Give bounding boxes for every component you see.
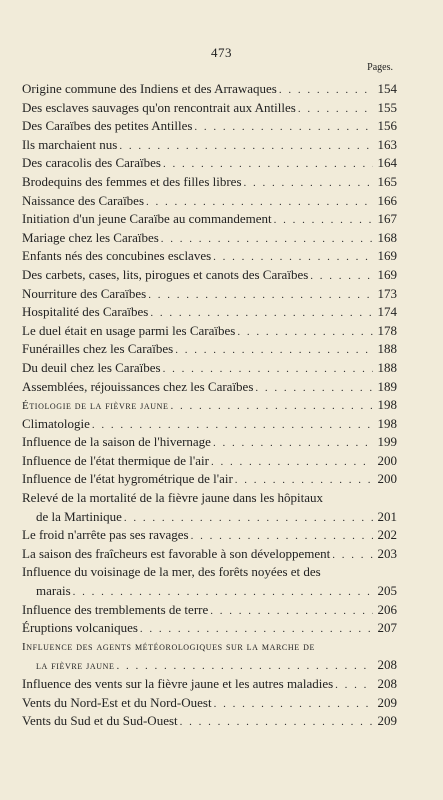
- toc-entry: [22, 415, 397, 434]
- toc-entry: [22, 303, 397, 322]
- toc-entry-page: 169: [377, 266, 397, 282]
- leader-dots: [211, 453, 373, 472]
- toc-entry-title: Influence de l'état thermique de l'air: [22, 452, 209, 468]
- leader-dots: [210, 602, 373, 621]
- leader-dots: [140, 620, 373, 639]
- toc-entry-page: 208: [377, 676, 397, 691]
- toc-entry: [22, 154, 397, 173]
- toc-entry: [22, 266, 397, 285]
- toc-entry-title: Des caracolis des Caraïbes: [22, 155, 161, 171]
- toc-entry-title: la fièvre jaune: [36, 660, 115, 673]
- toc-entry-title: Nourriture des Caraïbes: [22, 285, 147, 301]
- leader-dots: [161, 230, 373, 249]
- toc-entry: [22, 433, 397, 452]
- toc-entry-title: Le duel était en usage parmi les Caraïbes: [22, 322, 236, 338]
- toc-entry: [22, 712, 397, 731]
- toc-entry-page: 155: [377, 99, 397, 115]
- toc-entry-title: Assemblées, réjouissances chez les Caraïbes: [22, 378, 254, 394]
- toc-entry: [22, 247, 397, 266]
- toc-entry: [22, 210, 397, 229]
- leader-dots: [194, 118, 373, 137]
- toc-entry-page: 206: [377, 601, 397, 617]
- leader-dots: [279, 81, 373, 100]
- pages-column-header: Pages.: [367, 62, 393, 73]
- toc-entry-title: marais: [36, 583, 71, 599]
- toc-entry-page: 200: [377, 452, 397, 468]
- leader-dots: [146, 193, 373, 212]
- toc-entry-title: Influence des tremblements de terre: [22, 601, 209, 617]
- toc-entry-page: 168: [377, 229, 397, 245]
- toc-entry-line2: [22, 508, 397, 527]
- toc-entry-title: Des carbets, cases, lits, pirogues et canots des Caraïbes: [22, 266, 309, 282]
- toc-entry-page: 156: [377, 118, 397, 134]
- toc-entry-title: La saison des fraîcheurs est favorable à son développement: [22, 545, 331, 561]
- toc-entry-title: de la Martinique: [36, 508, 122, 524]
- toc-section-heading: [22, 396, 397, 415]
- toc-entry-line1: [22, 563, 397, 582]
- leader-dots: [117, 657, 374, 676]
- leader-dots: [244, 174, 373, 193]
- toc-entry-page: 164: [377, 155, 397, 171]
- leader-dots: [237, 323, 373, 342]
- toc-section-heading-line1: [22, 638, 397, 657]
- leader-dots: [213, 434, 373, 453]
- toc-entry-page: 188: [377, 341, 397, 357]
- toc-entry: [22, 452, 397, 471]
- toc-entry: [22, 136, 397, 155]
- leader-dots: [92, 416, 373, 435]
- leader-dots: [298, 100, 373, 119]
- toc-entry-page: 208: [377, 657, 397, 673]
- leader-dots: [213, 248, 373, 267]
- toc-entry-page: 203: [377, 545, 397, 561]
- toc-entry: [22, 675, 397, 694]
- toc-entry-title: Des esclaves sauvages qu'on rencontrait aux Antilles: [22, 99, 296, 115]
- toc-entry: [22, 619, 397, 638]
- toc-entry-title: Initiation d'un jeune Caraïbe au commandement: [22, 211, 272, 227]
- toc-entry-page: 207: [377, 620, 397, 636]
- toc-entry-title: Relevé de la mortalité de la fièvre jaune dans les hôpitaux: [22, 490, 324, 506]
- toc-entry-page: 167: [377, 211, 397, 227]
- toc-entry-title: Vents du Nord-Est et du Nord-Ouest: [22, 694, 212, 710]
- toc-entry-page: 205: [377, 583, 397, 599]
- toc-entry-page: 174: [377, 304, 397, 320]
- toc-entry-page: 199: [377, 434, 397, 450]
- leader-dots: [335, 676, 373, 695]
- page-number: 473: [211, 45, 232, 60]
- leader-dots: [150, 304, 373, 323]
- toc-entry: [22, 378, 397, 397]
- toc-entry-title: Vents du Sud et du Sud-Ouest: [22, 713, 178, 729]
- toc-entry-title: Hospitalité des Caraïbes: [22, 304, 149, 320]
- toc-entry-title: Funérailles chez les Caraïbes: [22, 341, 174, 357]
- toc-entry-title: Influence du voisinage de la mer, des forêts noyées et des: [22, 564, 321, 580]
- leader-dots: [214, 695, 373, 714]
- toc-entry-title: Influence de l'état hygrométrique de l'air: [22, 471, 233, 487]
- leader-dots: [163, 155, 373, 174]
- leader-dots: [171, 397, 374, 416]
- leader-dots: [255, 379, 373, 398]
- toc-entry-page: 200: [377, 471, 397, 487]
- toc-entry-title: Mariage chez les Caraïbes: [22, 229, 159, 245]
- leader-dots: [73, 583, 373, 602]
- toc-entry-title: Étiologie de la fièvre jaune: [22, 400, 169, 413]
- leader-dots: [310, 267, 373, 286]
- toc-entry: [22, 192, 397, 211]
- toc-entry-page: 198: [377, 397, 397, 413]
- toc-entry: [22, 285, 397, 304]
- toc-entry: [22, 99, 397, 118]
- toc-entry-title: Du deuil chez les Caraïbes: [22, 359, 161, 375]
- toc-entry-page: 154: [377, 81, 397, 96]
- toc-entry-page: 169: [377, 248, 397, 264]
- leader-dots: [163, 360, 373, 379]
- toc-entry: [22, 359, 397, 378]
- leader-dots: [124, 509, 373, 528]
- toc-entry: [22, 526, 397, 545]
- leader-dots: [332, 546, 373, 565]
- leader-dots: [191, 527, 373, 546]
- table-of-contents: [22, 80, 397, 731]
- toc-entry-title: Brodequins des femmes et des filles libres: [22, 173, 242, 189]
- toc-entry-page: 189: [377, 378, 397, 394]
- toc-entry-title: Climatologie: [22, 415, 90, 431]
- toc-entry-title: Influence de la saison de l'hivernage: [22, 434, 211, 450]
- toc-entry-title: Des Caraïbes des petites Antilles: [22, 118, 193, 134]
- toc-entry: [22, 229, 397, 248]
- toc-entry-line1: [22, 489, 397, 508]
- toc-entry-page: 202: [377, 527, 397, 543]
- toc-entry: [22, 117, 397, 136]
- leader-dots: [119, 137, 373, 156]
- toc-entry-title: Éruptions volcaniques: [22, 620, 138, 636]
- leader-dots: [175, 341, 373, 360]
- toc-entry: [22, 545, 397, 564]
- toc-entry-line2: [22, 582, 397, 601]
- leader-dots: [180, 713, 373, 732]
- toc-entry-page: 198: [377, 415, 397, 431]
- toc-entry-title: Influence des vents sur la fièvre jaune et les autres maladies: [22, 676, 334, 691]
- toc-entry: [22, 80, 397, 99]
- toc-entry: [22, 470, 397, 489]
- toc-entry-title: Ils marchaient nus: [22, 136, 118, 152]
- toc-entry-page: 165: [377, 173, 397, 189]
- toc-entry-page: 173: [377, 285, 397, 301]
- toc-entry-title: Origine commune des Indiens et des Arrawaques: [22, 81, 277, 96]
- toc-entry-page: 209: [377, 713, 397, 729]
- toc-entry-page: 178: [377, 322, 397, 338]
- toc-entry-title: Le froid n'arrête pas ses ravages: [22, 527, 189, 543]
- toc-entry: [22, 694, 397, 713]
- toc-entry: [22, 340, 397, 359]
- leader-dots: [274, 211, 373, 230]
- toc-entry-title: Enfants nés des concubines esclaves: [22, 248, 212, 264]
- toc-entry-page: 166: [377, 192, 397, 208]
- leader-dots: [235, 471, 373, 490]
- toc-entry-title: Influence des agents météorologiques sur la marche de: [22, 640, 315, 653]
- toc-entry-title: Naissance des Caraïbes: [22, 192, 145, 208]
- toc-section-heading-line2: [22, 656, 397, 675]
- toc-entry: [22, 173, 397, 192]
- leader-dots: [148, 286, 373, 305]
- toc-entry: [22, 601, 397, 620]
- toc-entry-page: 163: [377, 136, 397, 152]
- toc-entry-page: 201: [377, 508, 397, 524]
- toc-entry-page: 209: [377, 694, 397, 710]
- toc-entry: [22, 322, 397, 341]
- toc-entry-page: 188: [377, 359, 397, 375]
